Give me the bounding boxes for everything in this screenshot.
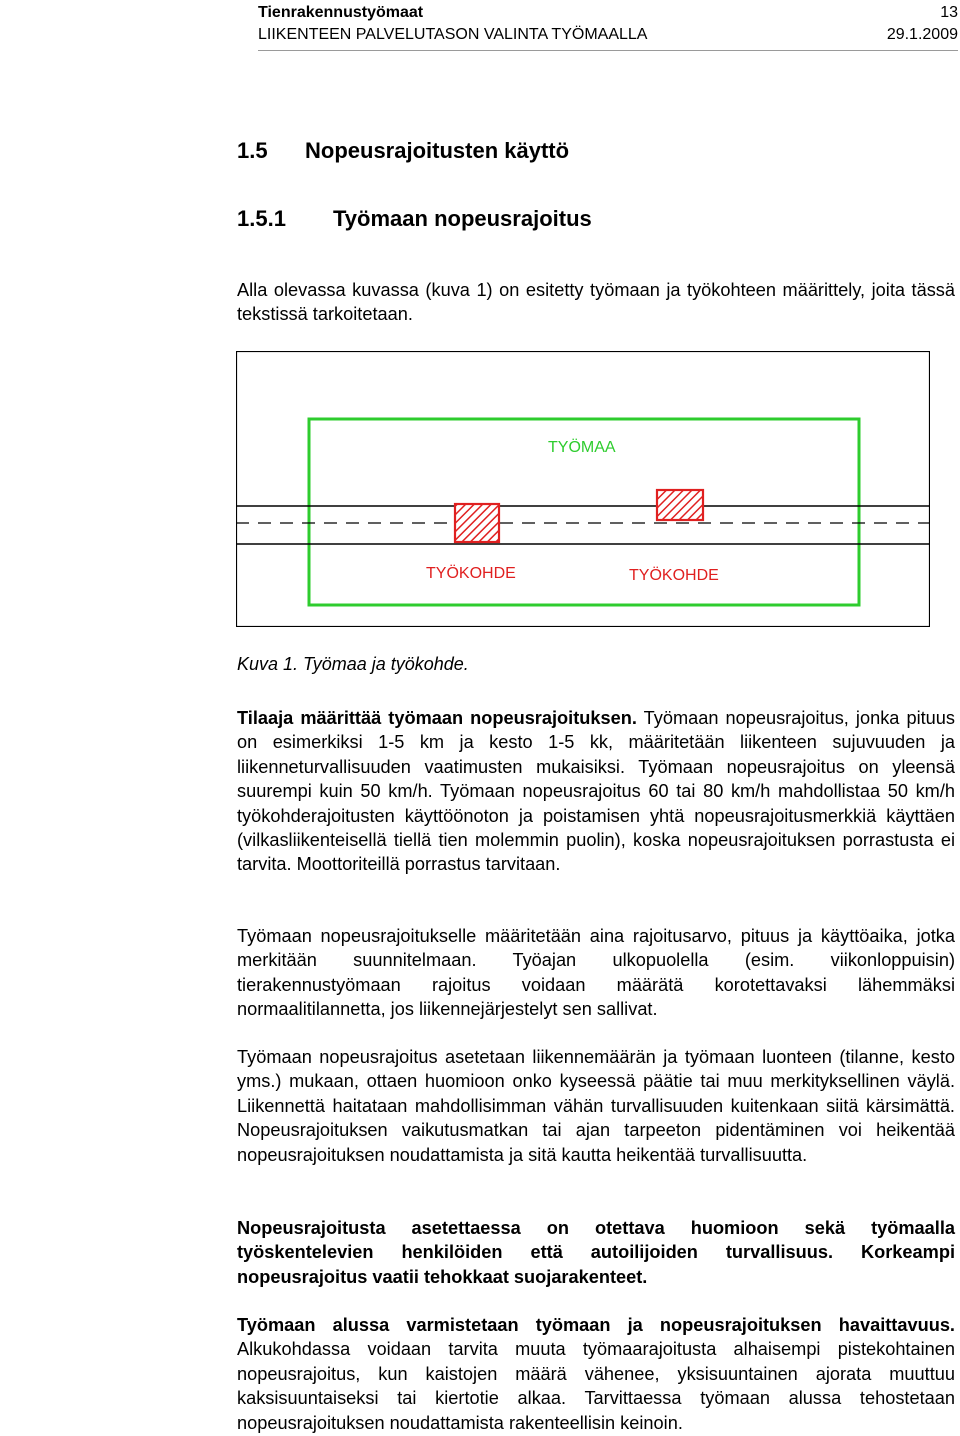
paragraph-1-lead: Tilaaja määrittää työmaan nopeusrajoituksen. [237,708,637,728]
page-number: 13 [940,4,958,21]
section-heading [237,138,569,164]
subsection-heading [237,206,592,232]
figure-frame [237,352,930,627]
figure-caption: Kuva 1. Työmaa ja työkohde. [237,654,469,674]
paragraph-5-lead: Työmaan alussa varmistetaan työmaan ja nopeusrajoituksen havaittavuus. [237,1315,955,1335]
header-subtitle: LIIKENTEEN PALVELUTASON VALINTA TYÖMAALLA [258,26,648,43]
page-header-right [887,2,958,46]
paragraph-3: Työmaan nopeusrajoitus asetetaan liikennemäärän ja työmaan luonteen (tilanne, kesto yms.) mukaan, ottaen huomioon onko kyseessä päätie tai muu merkityksellinen väylä. Liikennettä haitataan mahdollisimman vähän turvallisuuden kuitenkaan siitä kärsimättä. Nopeusrajoituksen vaikutusmatkan tai ajan tarpeeton pidentäminen voi heikentää nopeusrajoituksen noudattamista ja sitä kautta heikentää turvallisuutta. [237,1047,955,1165]
page-header [258,2,647,46]
paragraph-1 [237,706,955,877]
subsection-title: Työmaan nopeusrajoitus [333,206,592,231]
tyokohde-area-1 [455,504,499,542]
paragraph-1-text: Työmaan nopeusrajoitus, jonka pituus on esimerkiksi 1-5 km ja kesto 1-5 kk, määritetään liikenteen sujuvuuden ja liikenneturvallisuuden vaatimusten mukaisiksi. Työmaan nopeusrajoitus on yleensä suurempi kuin 50 km/h. Työmaan nopeusrajoitus 60 tai 80 km/h mahdollistaa 50 km/h työkohderajoitusten käyttöönoton ja poistamisen yhtä nopeusrajoitusmerkkiä käyttäen (vilkasliikenteisellä tiellä tien molemmin puolin), koska nopeusrajoituksen porrastusta ei tarvita. Moottoriteillä porrastus tarvitaan. [237,708,955,875]
label-tyokohde-1: TYÖKOHDE [426,565,516,582]
header-divider [258,50,958,51]
paragraph-5 [237,1313,955,1435]
paragraph-5-text: Alkukohdassa voidaan tarvita muuta työmaarajoitusta alhaisempi pistekohtainen nopeusrajoitus, kun kaistojen määrä vähenee, yksisuuntainen ajorata muuttuu kaksisuuntaiseksi tai kiertotie alkaa. Tarvittaessa työmaan alussa tehostetaan nopeusrajoituksen noudattamista rakenteellisin keinoin. [237,1339,955,1433]
section-title: Nopeusrajoitusten käyttö [305,138,570,163]
subsection-number: 1.5.1 [237,206,286,231]
intro-paragraph: Alla olevassa kuvassa (kuva 1) on esitetty työmaan ja työkohteen määrittely, joita tässä tekstissä tarkoitetaan. [237,280,955,325]
label-tyokohde-2: TYÖKOHDE [629,567,719,584]
header-date: 29.1.2009 [886,26,958,43]
label-tyomaa: TYÖMAA [548,439,616,456]
paragraph-4-text: Nopeusrajoitusta asetettaessa on otettava huomioon sekä työmaalla työskentelevien henkilöiden että autoilijoiden turvallisuus. Korkeampi nopeusrajoitus vaatii tehokkaat suojarakenteet. [237,1218,955,1287]
tyokohde-area-2 [657,490,703,520]
header-org: Tienrakennustyömaat [258,4,424,21]
paragraph-2: Työmaan nopeusrajoitukselle määritetään aina rajoitusarvo, pituus ja käyttöaika, jotka merkitään suunnitelmaan. Työajan ulkopuolella (esim. viikonloppuisin) tierakennustyömaan rajoitus voidaan määrätä korotettavaksi lähemmäksi normaalitilannetta, jos liikennejärjestelyt sen sallivat. [237,926,955,1020]
paragraph-4 [237,1216,955,1289]
section-number: 1.5 [237,138,268,163]
figure-worksite-diagram [236,351,930,627]
